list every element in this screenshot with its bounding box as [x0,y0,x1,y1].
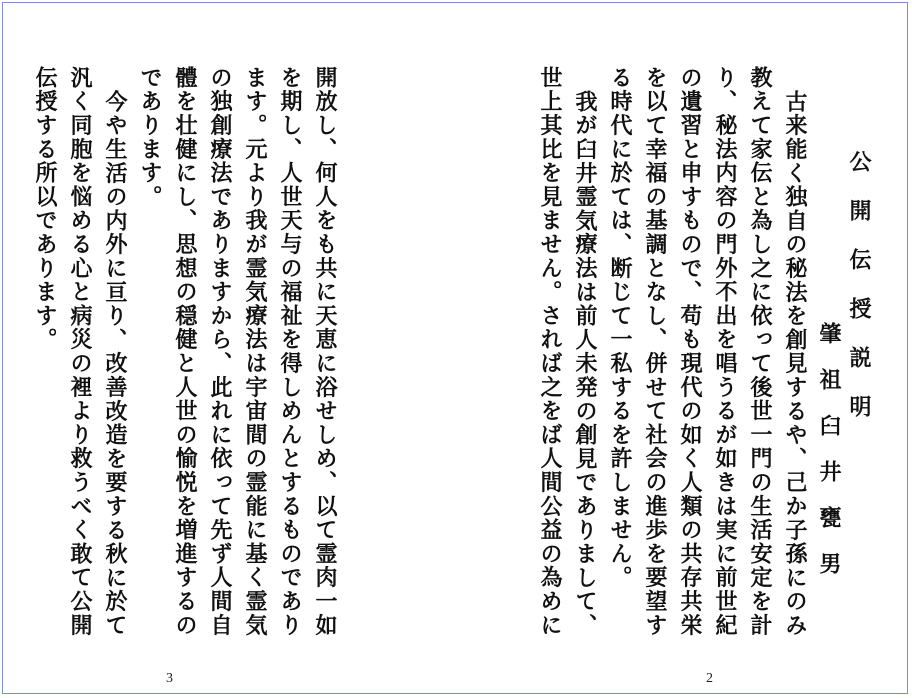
text-line: 開放し、何人をも共に天恵に浴せしめ、以て霊肉一如 [312,66,338,638]
text-line: 世上其比を見ません。されば之をば人間公益の為めに [537,66,563,638]
text-line: 體を壮健にし、思想の穏健と人世の愉悦を増進するの [172,66,198,638]
page-number: 2 [706,671,713,686]
text-line: の遺習と申すもので、苟も現代の如く人類の共存共栄 [677,66,703,638]
text-line: を以て幸福の基調となし、併せて社会の進歩を要望す [642,66,668,638]
text-line: る時代に於ては、断じて一私するを許しません。 [607,66,633,590]
text-line: の独創療法でありますから、此れに依って先ず人間自 [207,66,233,638]
text-line: 我が臼井霊気療法は前人未発の創見でありまして、 [572,90,598,638]
text-line: であります。 [137,66,163,209]
text-line: り、秘法内容の門外不出を唱うるが如きは実に前世紀 [712,66,738,638]
author-name: 肇祖臼井甕男 [816,322,842,598]
text-line: を期し、人世天与の福祉を得しめんとするものであり [277,66,303,638]
document-title: 公開伝授説明 [846,150,872,444]
text-line: 伝授する所以であります。 [32,66,58,352]
text-line: 汎く同胞を悩める心と病災の裡より救うべく敢て公開 [67,66,93,638]
text-line: ます。元より我が霊気療法は宇宙間の霊能に基く霊気 [242,66,268,638]
text-line: 今や生活の内外に亘り、改善改造を要する秋に於て [102,90,128,638]
page-number: 3 [166,671,173,686]
text-line: 古来能く独自の秘法を創見するや、己か子孫にのみ [782,90,808,638]
text-line: 教えて家伝と為し之に依って後世一門の生活安定を計 [747,66,773,638]
